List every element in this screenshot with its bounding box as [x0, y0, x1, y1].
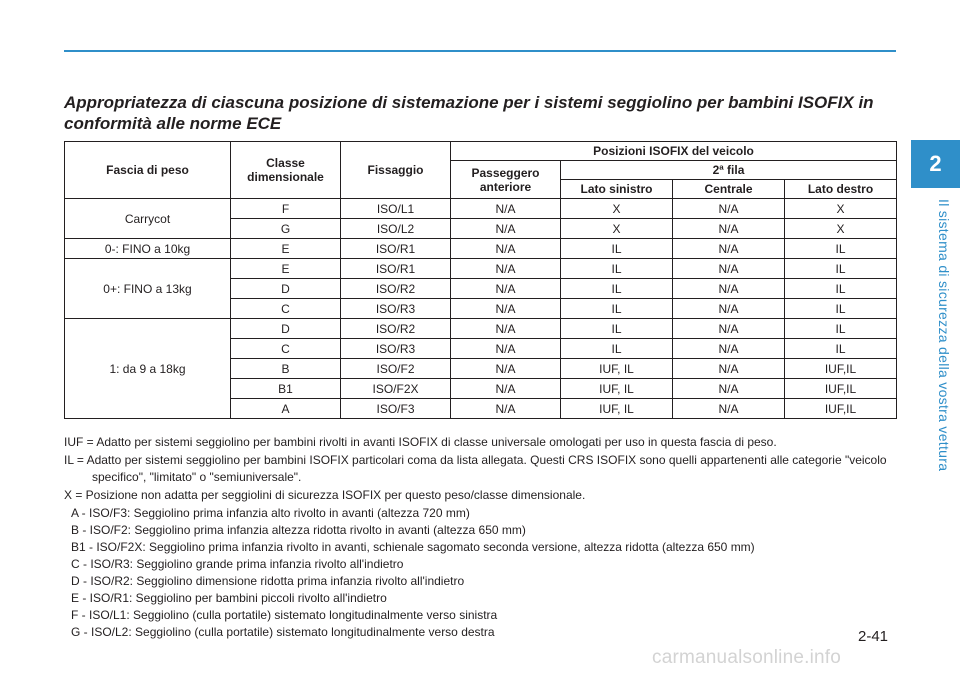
legend-item: G - ISO/L2: Seggiolino (culla portatile) sistemato longitudinalmente verso destra	[71, 625, 495, 639]
table-cell: IL	[785, 279, 897, 299]
table-cell: ISO/L1	[341, 199, 451, 219]
table-cell: ISO/F2	[341, 359, 451, 379]
table-cell: A	[231, 399, 341, 419]
table-cell: N/A	[673, 399, 785, 419]
table-cell: N/A	[451, 199, 561, 219]
table-cell: IL	[561, 319, 673, 339]
table-cell: N/A	[673, 339, 785, 359]
header-passeggero: Passeggero anteriore	[451, 161, 561, 199]
table-cell: N/A	[673, 219, 785, 239]
legend-item: E - ISO/R1: Seggiolino per bambini piccoli rivolto all'indietro	[71, 591, 387, 605]
table-cell: E	[231, 259, 341, 279]
table-row	[65, 319, 897, 339]
table-cell: IL	[561, 259, 673, 279]
table-cell: IUF,IL	[785, 399, 897, 419]
table-cell: N/A	[673, 359, 785, 379]
table-cell: ISO/R1	[341, 259, 451, 279]
watermark: carmanualsonline.info	[652, 647, 842, 668]
table-cell: N/A	[451, 379, 561, 399]
legend-item: A - ISO/F3: Seggiolino prima infanzia alto rivolto in avanti (altezza 720 mm)	[71, 506, 470, 520]
table-cell: X	[561, 219, 673, 239]
table-cell: N/A	[673, 259, 785, 279]
table-cell: ISO/R3	[341, 339, 451, 359]
table-cell: IL	[785, 299, 897, 319]
legend-item: D - ISO/R2: Seggiolino dimensione ridotta prima infanzia rivolto all'indietro	[71, 574, 465, 588]
table-cell: N/A	[673, 279, 785, 299]
chapter-tab[interactable]: 2	[911, 140, 960, 188]
page-title: Appropriatezza di ciascuna posizione di sistemazione per i sistemi seggiolino per bambini ISOFIX in conformità alle norme ECE	[64, 93, 874, 133]
header-fila: 2ª fila	[561, 161, 897, 180]
note-x: X = Posizione non adatta per seggiolini di sicurezza ISOFIX per questo peso/classe dimensionale.	[64, 488, 586, 502]
table-cell: IUF, IL	[561, 399, 673, 419]
legend-item: B - ISO/F2: Seggiolino prima infanzia altezza ridotta rivolto in avanti (altezza 650 mm)	[71, 523, 526, 537]
header-lato-sinistro: Lato sinistro	[561, 180, 673, 199]
table-cell: ISO/R1	[341, 239, 451, 259]
table-cell: F	[231, 199, 341, 219]
table-cell: X	[561, 199, 673, 219]
header-centrale: Centrale	[673, 180, 785, 199]
notes-section	[64, 434, 900, 641]
cell-fascia: 0+: FINO a 13kg	[65, 259, 231, 319]
table-row	[65, 259, 897, 279]
table-cell: D	[231, 279, 341, 299]
table-cell: N/A	[451, 299, 561, 319]
header-fascia: Fascia di peso	[65, 142, 231, 199]
table-cell: IL	[785, 239, 897, 259]
cell-fascia: 0-: FINO a 10kg	[65, 239, 231, 259]
table-cell: IL	[785, 339, 897, 359]
table-cell: IUF,IL	[785, 379, 897, 399]
header-lato-destro: Lato destro	[785, 180, 897, 199]
header-rule	[64, 50, 896, 52]
table-cell: N/A	[451, 359, 561, 379]
table-cell: IUF, IL	[561, 379, 673, 399]
legend-item: B1 - ISO/F2X: Seggiolino prima infanzia rivolto in avanti, schienale sagomato seconda versione, altezza ridotta (altezza 650 mm)	[71, 540, 755, 554]
legend-item: C - ISO/R3: Seggiolino grande prima infanzia rivolto all'indietro	[71, 557, 404, 571]
table-cell: X	[785, 199, 897, 219]
table-row	[65, 239, 897, 259]
table-row	[65, 199, 897, 219]
table-cell: IL	[561, 239, 673, 259]
note-il: IL = Adatto per sistemi seggiolino per bambini ISOFIX particolari coma da lista allegata. Questi CRS ISOFIX sono quelli appartenenti alle categorie "veicolo specifico", "limitato" o "semiuniversale".	[64, 453, 887, 484]
table-cell: N/A	[673, 199, 785, 219]
table-cell: D	[231, 319, 341, 339]
table-cell: G	[231, 219, 341, 239]
table-cell: B1	[231, 379, 341, 399]
table-cell: IUF, IL	[561, 359, 673, 379]
table-cell: N/A	[451, 279, 561, 299]
table-cell: C	[231, 339, 341, 359]
isofix-table	[64, 141, 897, 419]
table-cell: N/A	[451, 239, 561, 259]
table-cell: N/A	[673, 379, 785, 399]
table-cell: ISO/R3	[341, 299, 451, 319]
table-cell: E	[231, 239, 341, 259]
table-cell: IL	[785, 259, 897, 279]
table-cell: N/A	[451, 339, 561, 359]
legend-item: F - ISO/L1: Seggiolino (culla portatile) sistemato longitudinalmente verso sinistra	[71, 608, 498, 622]
table-cell: IL	[561, 339, 673, 359]
table-cell: N/A	[673, 319, 785, 339]
header-classe: Classe dimensionale	[231, 142, 341, 199]
table-cell: N/A	[451, 399, 561, 419]
cell-fascia: Carrycot	[65, 199, 231, 239]
table-cell: ISO/R2	[341, 279, 451, 299]
table-cell: ISO/F2X	[341, 379, 451, 399]
table-cell: IL	[561, 279, 673, 299]
table-cell: IUF,IL	[785, 359, 897, 379]
table-cell: IL	[561, 299, 673, 319]
note-iuf: IUF = Adatto per sistemi seggiolino per bambini rivolti in avanti ISOFIX di classe universale omologati per uso in questa fascia di peso.	[64, 435, 777, 449]
table-cell: N/A	[451, 219, 561, 239]
header-posizioni: Posizioni ISOFIX del veicolo	[451, 142, 897, 161]
table-cell: ISO/R2	[341, 319, 451, 339]
table-cell: B	[231, 359, 341, 379]
page-number: 2-41	[858, 628, 889, 645]
header-fissaggio: Fissaggio	[341, 142, 451, 199]
cell-fascia: 1: da 9 a 18kg	[65, 319, 231, 419]
table-cell: N/A	[451, 319, 561, 339]
table-cell: IL	[785, 319, 897, 339]
table-cell: ISO/L2	[341, 219, 451, 239]
table-cell: X	[785, 219, 897, 239]
table-cell: N/A	[673, 299, 785, 319]
table-cell: ISO/F3	[341, 399, 451, 419]
table-cell: N/A	[451, 259, 561, 279]
table-cell: C	[231, 299, 341, 319]
chapter-title: Il sistema di sicurezza della vostra vettura	[936, 199, 952, 472]
table-cell: N/A	[673, 239, 785, 259]
